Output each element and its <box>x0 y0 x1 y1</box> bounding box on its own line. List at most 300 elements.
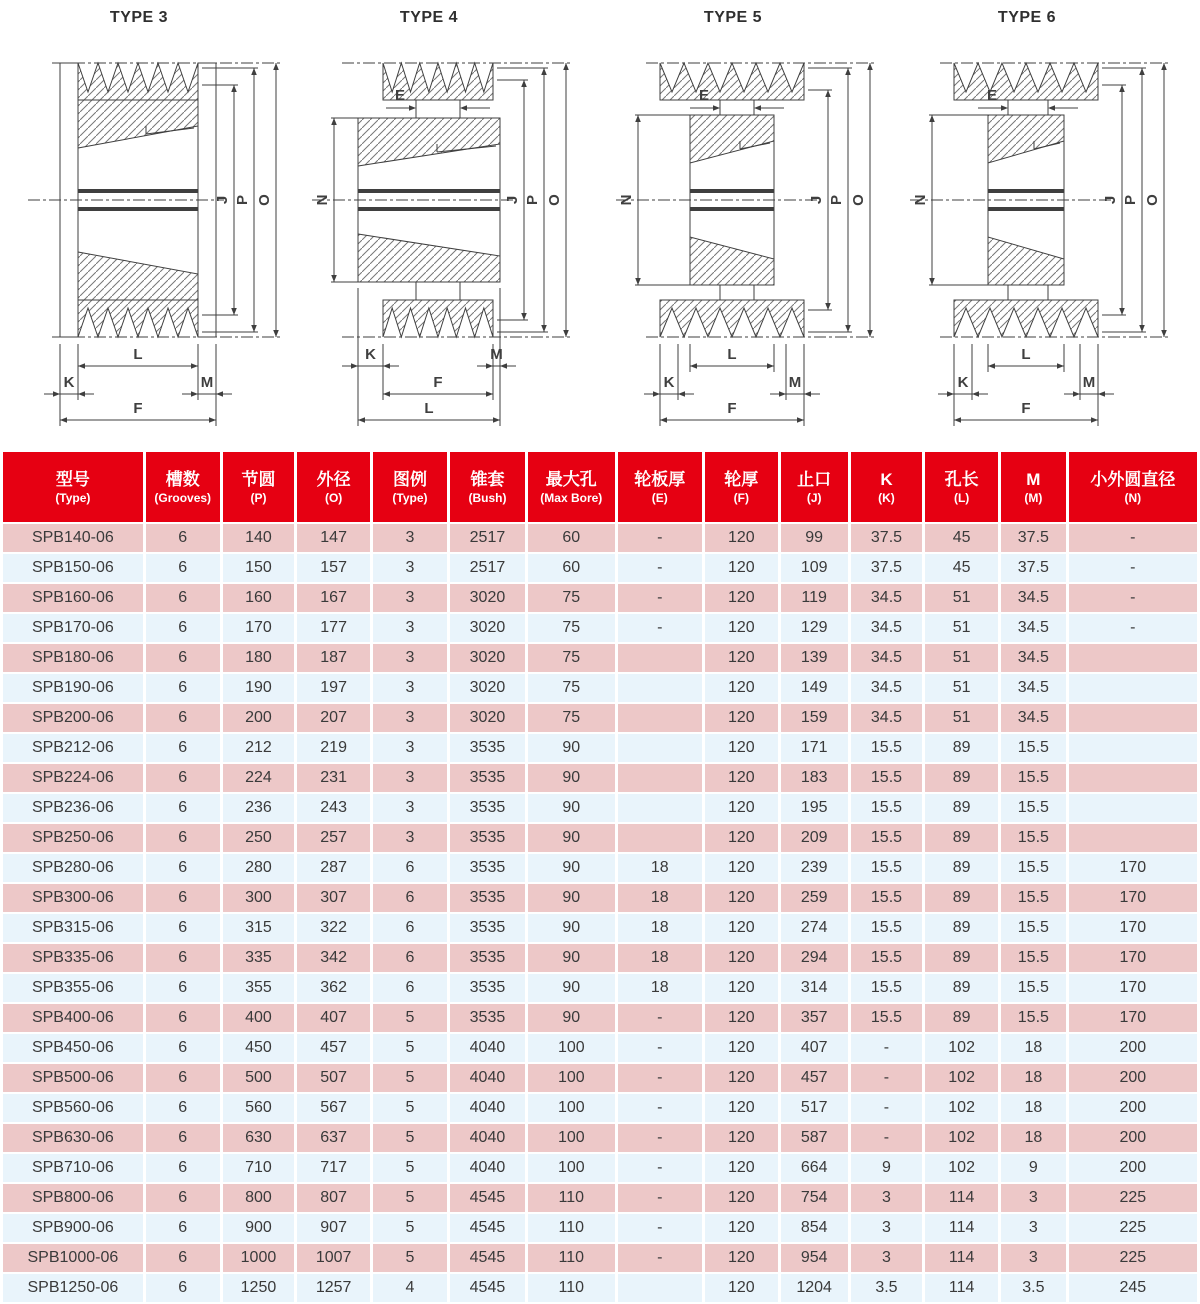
cell-p: 250 <box>223 824 295 852</box>
table-row <box>3 914 1197 942</box>
column-header-zh: 最大孔 <box>545 469 597 489</box>
cell-bush: 4545 <box>450 1244 525 1272</box>
cell-k: 15.5 <box>851 884 923 912</box>
table-row <box>3 1034 1197 1062</box>
cell-grooves: 6 <box>146 704 220 732</box>
cell-l: 51 <box>925 584 998 612</box>
cell-o: 157 <box>297 554 370 582</box>
cell-k: 37.5 <box>851 524 923 552</box>
cell-p: 160 <box>223 584 295 612</box>
dim-label-right: O <box>1144 194 1161 206</box>
bore-line-lower <box>78 207 198 211</box>
cell-maxbore: 90 <box>528 914 615 942</box>
cell-e: - <box>618 1094 702 1122</box>
column-header-zh: 孔长 <box>944 469 979 489</box>
table-row <box>3 734 1197 762</box>
cell-bush: 4040 <box>450 1094 525 1122</box>
cell-f: 120 <box>705 974 778 1002</box>
groove-band-top <box>78 63 198 100</box>
table-row <box>3 1274 1197 1302</box>
pulley-drawing-type4 <box>298 0 598 450</box>
cell-j: 854 <box>781 1214 848 1242</box>
bore-line-lower <box>690 207 774 211</box>
cell-l: 102 <box>925 1094 998 1122</box>
cell-grooves: 6 <box>146 764 220 792</box>
cell-type: SPB300-06 <box>3 884 143 912</box>
cell-m: 37.5 <box>1001 524 1066 552</box>
spec-table <box>0 450 1200 1304</box>
cell-o: 342 <box>297 944 370 972</box>
column-header-zh: 轮板厚 <box>634 469 686 489</box>
cell-p: 900 <box>223 1214 295 1242</box>
cell-n: 170 <box>1069 974 1197 1002</box>
cell-k: 9 <box>851 1154 923 1182</box>
cell-bush: 3535 <box>450 884 525 912</box>
cell-o: 907 <box>297 1214 370 1242</box>
dim-label-bottom: F <box>1021 400 1031 417</box>
column-header-e <box>618 452 702 522</box>
cell-fig: 3 <box>373 794 447 822</box>
cell-grooves: 6 <box>146 584 220 612</box>
cell-bush: 3020 <box>450 644 525 672</box>
cell-e: - <box>618 1004 702 1032</box>
cell-bush: 3535 <box>450 824 525 852</box>
cell-e <box>618 824 702 852</box>
cell-fig: 5 <box>373 1004 447 1032</box>
cell-type: SPB500-06 <box>3 1064 143 1092</box>
cell-o: 243 <box>297 794 370 822</box>
cell-fig: 3 <box>373 614 447 642</box>
cell-n: 170 <box>1069 884 1197 912</box>
cell-grooves: 6 <box>146 1064 220 1092</box>
cell-o: 307 <box>297 884 370 912</box>
cell-m: 15.5 <box>1001 734 1066 762</box>
cell-k: 3 <box>851 1184 923 1212</box>
cell-e: - <box>618 554 702 582</box>
cell-p: 200 <box>223 704 295 732</box>
cell-l: 51 <box>925 644 998 672</box>
cell-type: SPB140-06 <box>3 524 143 552</box>
cell-f: 120 <box>705 614 778 642</box>
cell-n: 170 <box>1069 944 1197 972</box>
cell-grooves: 6 <box>146 884 220 912</box>
cell-p: 335 <box>223 944 295 972</box>
cell-type: SPB335-06 <box>3 944 143 972</box>
cell-type: SPB170-06 <box>3 614 143 642</box>
cell-k: 15.5 <box>851 734 923 762</box>
cell-f: 120 <box>705 1034 778 1062</box>
cell-maxbore: 90 <box>528 854 615 882</box>
cell-grooves: 6 <box>146 734 220 762</box>
cell-n: 245 <box>1069 1274 1197 1302</box>
cell-k: - <box>851 1094 923 1122</box>
table-row <box>3 854 1197 882</box>
table-row <box>3 764 1197 792</box>
cell-type: SPB1250-06 <box>3 1274 143 1302</box>
cell-m: 9 <box>1001 1154 1066 1182</box>
dim-label-bottom: M <box>490 346 503 363</box>
column-header-o <box>297 452 370 522</box>
cell-e <box>618 764 702 792</box>
cell-bush: 3535 <box>450 944 525 972</box>
cell-p: 280 <box>223 854 295 882</box>
cell-j: 274 <box>781 914 848 942</box>
cell-j: 259 <box>781 884 848 912</box>
cell-n: 170 <box>1069 854 1197 882</box>
web-neck-bottom <box>416 282 460 300</box>
cell-m: 34.5 <box>1001 674 1066 702</box>
cell-fig: 3 <box>373 764 447 792</box>
cell-o: 207 <box>297 704 370 732</box>
column-header-zh: 小外圆直径 <box>1090 469 1176 489</box>
cell-e: - <box>618 584 702 612</box>
column-header-zh: 图例 <box>392 469 427 489</box>
cell-bush: 3535 <box>450 914 525 942</box>
dim-label-web: E <box>986 87 998 104</box>
cell-p: 450 <box>223 1034 295 1062</box>
cell-k: 15.5 <box>851 1004 923 1032</box>
pulley-drawing-type6 <box>896 0 1196 450</box>
cell-m: 15.5 <box>1001 854 1066 882</box>
cell-maxbore: 100 <box>528 1034 615 1062</box>
cell-o: 807 <box>297 1184 370 1212</box>
cell-maxbore: 75 <box>528 674 615 702</box>
spec-table-header <box>3 452 1197 522</box>
cell-e <box>618 794 702 822</box>
cell-l: 102 <box>925 1124 998 1152</box>
cell-grooves: 6 <box>146 1034 220 1062</box>
bore-line-upper <box>358 189 500 193</box>
cell-l: 45 <box>925 554 998 582</box>
cell-maxbore: 110 <box>528 1274 615 1302</box>
cell-m: 34.5 <box>1001 614 1066 642</box>
cell-o: 231 <box>297 764 370 792</box>
cell-p: 150 <box>223 554 295 582</box>
cell-n: 200 <box>1069 1154 1197 1182</box>
cell-k: 15.5 <box>851 914 923 942</box>
cell-k: 3 <box>851 1214 923 1242</box>
diagram-title: TYPE 4 <box>399 9 459 26</box>
cell-n: 200 <box>1069 1094 1197 1122</box>
cell-f: 120 <box>705 1004 778 1032</box>
column-header-k <box>851 452 923 522</box>
table-row <box>3 1124 1197 1152</box>
dim-label-bottom: F <box>727 400 737 417</box>
cell-e: - <box>618 1034 702 1062</box>
cell-p: 190 <box>223 674 295 702</box>
pulley-diagram-type4 <box>298 0 598 450</box>
diagram-title: TYPE 5 <box>703 9 763 26</box>
cell-m: 34.5 <box>1001 644 1066 672</box>
cell-fig: 3 <box>373 524 447 552</box>
dim-label-bottom: M <box>1082 374 1096 391</box>
cell-grooves: 6 <box>146 1124 220 1152</box>
table-row <box>3 1184 1197 1212</box>
cell-j: 109 <box>781 554 848 582</box>
column-header-zh: 槽数 <box>165 469 200 489</box>
cell-n <box>1069 704 1197 732</box>
cell-maxbore: 100 <box>528 1064 615 1092</box>
cell-o: 1257 <box>297 1274 370 1302</box>
cell-type: SPB280-06 <box>3 854 143 882</box>
column-header-p <box>223 452 295 522</box>
cell-fig: 5 <box>373 1244 447 1272</box>
cell-maxbore: 75 <box>528 614 615 642</box>
table-row <box>3 1004 1197 1032</box>
cell-bush: 4545 <box>450 1184 525 1212</box>
cell-k: 34.5 <box>851 614 923 642</box>
cell-p: 710 <box>223 1154 295 1182</box>
cell-bush: 3535 <box>450 1004 525 1032</box>
cell-k: 3 <box>851 1244 923 1272</box>
cell-e <box>618 1274 702 1302</box>
column-header-maxbore <box>528 452 615 522</box>
dim-label-right: O <box>850 194 867 206</box>
cell-n: - <box>1069 584 1197 612</box>
cell-k: 34.5 <box>851 644 923 672</box>
cell-bush: 2517 <box>450 554 525 582</box>
cell-l: 51 <box>925 704 998 732</box>
cell-l: 51 <box>925 674 998 702</box>
cell-m: 18 <box>1001 1034 1066 1062</box>
web-neck-bottom <box>720 285 754 300</box>
cell-type: SPB800-06 <box>3 1184 143 1212</box>
cell-m: 15.5 <box>1001 884 1066 912</box>
cell-bush: 4040 <box>450 1064 525 1092</box>
cell-type: SPB900-06 <box>3 1214 143 1242</box>
cell-l: 114 <box>925 1244 998 1272</box>
dim-label-right: O <box>546 194 563 206</box>
cell-k: 15.5 <box>851 944 923 972</box>
pulley-diagram-strip <box>0 0 1200 450</box>
cell-fig: 3 <box>373 644 447 672</box>
table-row <box>3 524 1197 552</box>
cell-grooves: 6 <box>146 1004 220 1032</box>
cell-e <box>618 674 702 702</box>
cell-fig: 5 <box>373 1094 447 1122</box>
groove-band-bottom <box>954 300 1098 337</box>
pulley-diagram-type6 <box>896 0 1196 450</box>
cell-fig: 4 <box>373 1274 447 1302</box>
dim-label-right: P <box>1122 194 1139 206</box>
cell-m: 3 <box>1001 1244 1066 1272</box>
cell-bush: 3020 <box>450 614 525 642</box>
column-header-en: (Type) <box>392 490 428 505</box>
cell-grooves: 6 <box>146 1244 220 1272</box>
web-neck-top <box>416 100 460 118</box>
cell-e: - <box>618 1154 702 1182</box>
table-row <box>3 944 1197 972</box>
cell-j: 171 <box>781 734 848 762</box>
cell-k: 34.5 <box>851 584 923 612</box>
cell-k: 15.5 <box>851 764 923 792</box>
table-row <box>3 554 1197 582</box>
cell-maxbore: 90 <box>528 764 615 792</box>
cell-l: 89 <box>925 914 998 942</box>
cell-fig: 6 <box>373 974 447 1002</box>
cell-m: 15.5 <box>1001 764 1066 792</box>
cell-maxbore: 90 <box>528 884 615 912</box>
cell-fig: 5 <box>373 1064 447 1092</box>
bore-line-upper <box>78 189 198 193</box>
column-header-en: (F) <box>733 490 749 505</box>
cell-bush: 3020 <box>450 674 525 702</box>
cell-m: 34.5 <box>1001 584 1066 612</box>
dim-label-right: P <box>828 194 845 206</box>
cell-f: 120 <box>705 1214 778 1242</box>
cell-m: 15.5 <box>1001 944 1066 972</box>
groove-band-top <box>660 63 804 100</box>
cell-m: 15.5 <box>1001 974 1066 1002</box>
cell-n: 170 <box>1069 1004 1197 1032</box>
cell-f: 120 <box>705 1124 778 1152</box>
cell-n: 200 <box>1069 1064 1197 1092</box>
dim-label-bottom: L <box>424 400 434 417</box>
cell-m: 15.5 <box>1001 824 1066 852</box>
cell-f: 120 <box>705 1244 778 1272</box>
column-header-j <box>781 452 848 522</box>
cell-bush: 4545 <box>450 1214 525 1242</box>
cell-l: 114 <box>925 1214 998 1242</box>
diagram-title: TYPE 6 <box>997 9 1057 26</box>
cell-m: 15.5 <box>1001 914 1066 942</box>
cell-bush: 3535 <box>450 854 525 882</box>
column-header-zh: 止口 <box>797 469 832 489</box>
cell-o: 637 <box>297 1124 370 1152</box>
table-row <box>3 614 1197 642</box>
cell-e: 18 <box>618 974 702 1002</box>
dim-label-left: N <box>314 194 331 206</box>
cell-grooves: 6 <box>146 944 220 972</box>
cell-l: 89 <box>925 794 998 822</box>
pulley-drawing-type5 <box>602 0 902 450</box>
cell-f: 120 <box>705 854 778 882</box>
cell-k: 15.5 <box>851 854 923 882</box>
cell-fig: 6 <box>373 884 447 912</box>
dim-label-right: J <box>504 195 521 205</box>
dim-label-bottom: M <box>200 374 214 391</box>
column-header-en: (J) <box>806 490 822 505</box>
cell-grooves: 6 <box>146 1094 220 1122</box>
cell-p: 212 <box>223 734 295 762</box>
cell-type: SPB1000-06 <box>3 1244 143 1272</box>
cell-j: 954 <box>781 1244 848 1272</box>
cell-k: - <box>851 1064 923 1092</box>
table-row <box>3 674 1197 702</box>
cell-n: - <box>1069 614 1197 642</box>
cell-l: 114 <box>925 1274 998 1302</box>
cell-m: 37.5 <box>1001 554 1066 582</box>
cell-e: 18 <box>618 914 702 942</box>
cell-f: 120 <box>705 794 778 822</box>
cell-maxbore: 90 <box>528 734 615 762</box>
dim-label-bottom: K <box>663 374 675 391</box>
cell-fig: 3 <box>373 674 447 702</box>
cell-l: 89 <box>925 734 998 762</box>
cell-bush: 4040 <box>450 1154 525 1182</box>
cell-e: 18 <box>618 884 702 912</box>
cell-grooves: 6 <box>146 974 220 1002</box>
cell-f: 120 <box>705 884 778 912</box>
table-row <box>3 644 1197 672</box>
cell-maxbore: 90 <box>528 824 615 852</box>
column-header-en: (Grooves) <box>154 490 212 505</box>
cell-fig: 3 <box>373 734 447 762</box>
column-header-l <box>925 452 998 522</box>
cell-m: 15.5 <box>1001 1004 1066 1032</box>
cell-maxbore: 110 <box>528 1184 615 1212</box>
column-header-en: (E) <box>651 490 668 505</box>
column-header-zh: K <box>880 469 893 489</box>
cell-o: 1007 <box>297 1244 370 1272</box>
cell-bush: 4040 <box>450 1034 525 1062</box>
column-header-en: (Bush) <box>468 490 507 505</box>
dim-label-bottom: K <box>365 346 376 363</box>
cell-type: SPB560-06 <box>3 1094 143 1122</box>
cell-maxbore: 100 <box>528 1124 615 1152</box>
cell-e <box>618 734 702 762</box>
cell-m: 3.5 <box>1001 1274 1066 1302</box>
table-row <box>3 1214 1197 1242</box>
cell-f: 120 <box>705 1274 778 1302</box>
cell-maxbore: 90 <box>528 944 615 972</box>
cell-n: 200 <box>1069 1124 1197 1152</box>
column-header-en: (M) <box>1024 490 1043 505</box>
cell-e: 18 <box>618 854 702 882</box>
cell-maxbore: 110 <box>528 1244 615 1272</box>
cell-e: - <box>618 1214 702 1242</box>
cell-n: 225 <box>1069 1244 1197 1272</box>
table-row <box>3 1244 1197 1272</box>
cell-j: 159 <box>781 704 848 732</box>
cell-grooves: 6 <box>146 824 220 852</box>
cell-j: 457 <box>781 1064 848 1092</box>
cell-l: 89 <box>925 854 998 882</box>
cell-type: SPB250-06 <box>3 824 143 852</box>
table-row <box>3 1064 1197 1092</box>
column-header-m <box>1001 452 1066 522</box>
cell-o: 197 <box>297 674 370 702</box>
cell-e: - <box>618 1244 702 1272</box>
cell-o: 147 <box>297 524 370 552</box>
table-row <box>3 884 1197 912</box>
table-row <box>3 974 1197 1002</box>
spec-table-body <box>3 524 1197 1302</box>
header-row <box>3 452 1197 522</box>
dim-label-bottom: F <box>433 374 443 391</box>
dim-label-bottom: K <box>957 374 969 391</box>
cell-k: 34.5 <box>851 674 923 702</box>
cell-f: 120 <box>705 704 778 732</box>
pulley-diagram-type5 <box>602 0 902 450</box>
cell-l: 45 <box>925 524 998 552</box>
cell-grooves: 6 <box>146 914 220 942</box>
cell-bush: 3020 <box>450 584 525 612</box>
cell-p: 500 <box>223 1064 295 1092</box>
web-neck-top <box>1008 100 1048 115</box>
cell-p: 315 <box>223 914 295 942</box>
cell-type: SPB400-06 <box>3 1004 143 1032</box>
cell-n <box>1069 734 1197 762</box>
bore-line-upper <box>988 189 1064 193</box>
cell-fig: 3 <box>373 554 447 582</box>
cell-o: 167 <box>297 584 370 612</box>
cell-grooves: 6 <box>146 854 220 882</box>
cell-n <box>1069 644 1197 672</box>
cell-j: 664 <box>781 1154 848 1182</box>
dim-label-bottom: L <box>1021 346 1031 363</box>
cell-k: 37.5 <box>851 554 923 582</box>
